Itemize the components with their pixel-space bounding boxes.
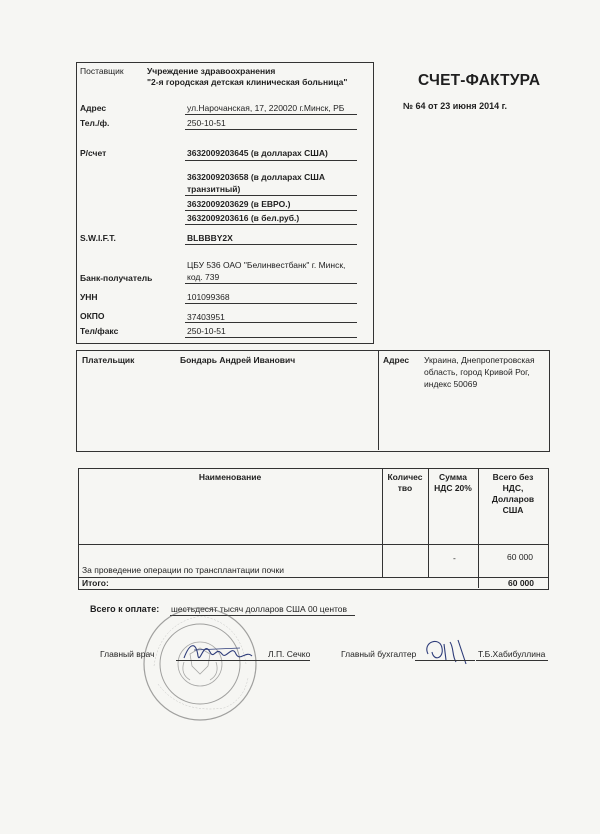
swift-label: S.W.I.F.T. bbox=[80, 233, 116, 243]
document-title: СЧЕТ-ФАКТУРА bbox=[418, 72, 541, 89]
header-vat-line1: Сумма bbox=[439, 472, 467, 482]
account-3: 3632009203629 (в ЕВРО.) bbox=[187, 199, 291, 209]
payer-block bbox=[76, 350, 550, 452]
fax-label: Тел/факс bbox=[80, 326, 119, 336]
payer-label: Плательщик bbox=[82, 355, 135, 365]
account-2-cont: транзитный) bbox=[187, 184, 241, 194]
account-1: 3632009203645 (в долларах США) bbox=[187, 148, 328, 158]
summary-label: Всего к оплате: bbox=[90, 604, 160, 614]
payer-address-label: Адрес bbox=[383, 355, 410, 365]
bank-name-line1: ЦБУ 536 ОАО "Белинвестбанк" г. Минск, bbox=[187, 260, 346, 270]
account-label: Р/счет bbox=[80, 148, 107, 158]
header-qty-line2: тво bbox=[397, 483, 413, 493]
header-name: Наименование bbox=[198, 472, 262, 482]
supplier-address: ул.Нарочанская, 17, 220020 г.Минск, РБ bbox=[187, 103, 345, 113]
phone-label: Тел./ф. bbox=[80, 118, 110, 128]
header-vat-line2: НДС 20% bbox=[434, 483, 472, 493]
address-label: Адрес bbox=[80, 103, 107, 113]
chief-doctor-label: Главный врач bbox=[100, 649, 155, 659]
account-4: 3632009203616 (в бел.руб.) bbox=[187, 213, 300, 223]
header-total-line2: НДС, bbox=[502, 483, 524, 493]
chief-accountant-label: Главный бухгалтер bbox=[341, 649, 417, 659]
okpo-label: ОКПО bbox=[80, 311, 105, 321]
header-total-line4: США bbox=[502, 505, 524, 515]
payer-address-line1: Украина, Днепропетровская bbox=[424, 355, 535, 365]
unn-label: УНН bbox=[80, 292, 98, 302]
header-total-line1: Всего без bbox=[492, 472, 534, 482]
supplier-phone: 250-10-51 bbox=[187, 118, 226, 128]
chief-accountant-signature bbox=[420, 634, 480, 668]
chief-accountant-name: Т.Б.Хабибуллина bbox=[478, 649, 546, 659]
sum-label: Итого: bbox=[82, 578, 109, 588]
chief-doctor-name: Л.П. Сечко bbox=[268, 649, 311, 659]
header-qty-line1: Количес bbox=[387, 472, 423, 482]
payer-address-line3: индекс 50069 bbox=[424, 379, 478, 389]
summary-text: шестьдесят тысяч долларов США 00 центов bbox=[171, 604, 348, 614]
chief-doctor-signature bbox=[180, 636, 260, 666]
bank-name-line2: код. 739 bbox=[187, 272, 220, 282]
header-total-line3: Долларов bbox=[491, 494, 535, 504]
swift-code: BLBBBY2X bbox=[187, 233, 233, 243]
unn-value: 101099368 bbox=[187, 292, 230, 302]
supplier-name-line2: "2-я городская детская клиническая больница" bbox=[147, 77, 348, 87]
bank-label: Банк-получатель bbox=[80, 273, 153, 283]
header-total bbox=[478, 472, 548, 516]
okpo-value: 37403951 bbox=[187, 312, 225, 322]
sum-value: 60 000 bbox=[508, 578, 534, 588]
row-name: За проведение операции по трансплантации почки bbox=[82, 565, 284, 575]
fax-value: 250-10-51 bbox=[187, 326, 226, 336]
supplier-label: Поставщик bbox=[80, 66, 124, 76]
row-total: 60 000 bbox=[507, 552, 533, 562]
header-qty bbox=[382, 472, 428, 494]
supplier-name-line1: Учреждение здравоохранения bbox=[147, 66, 276, 76]
payer-name: Бондарь Андрей Иванович bbox=[180, 355, 296, 365]
row-vat: - bbox=[453, 553, 456, 563]
document-number: № 64 от 23 июня 2014 г. bbox=[403, 101, 508, 111]
header-vat bbox=[428, 472, 478, 494]
account-2: 3632009203658 (в долларах США bbox=[187, 172, 325, 182]
payer-address-line2: область, город Кривой Рог, bbox=[424, 367, 530, 377]
